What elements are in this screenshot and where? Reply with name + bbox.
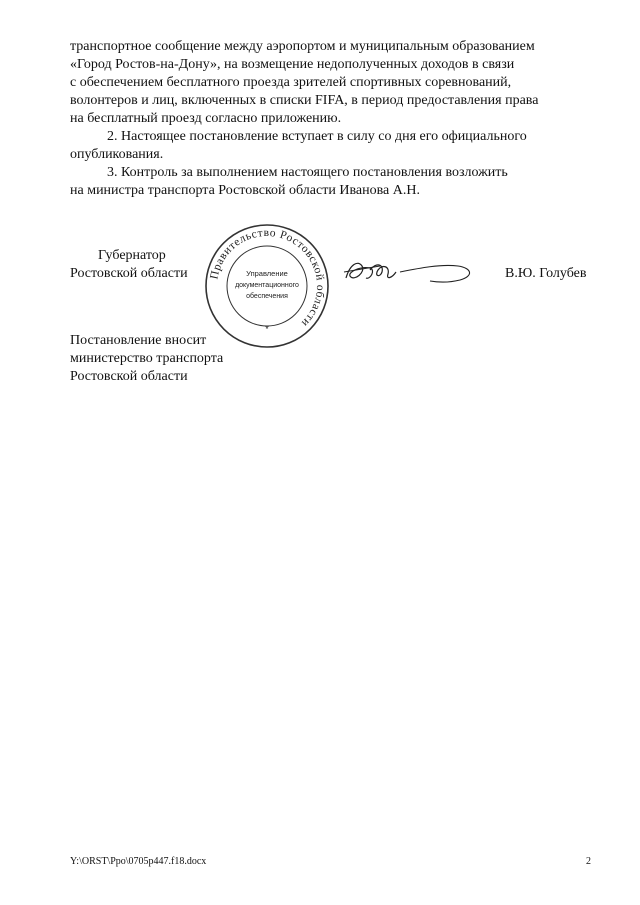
paragraph-1-line-4: волонтеров и лиц, включенных в списки FIFA, в период предоставления права xyxy=(70,93,539,108)
signatory-name: В.Ю. Голубев xyxy=(505,266,587,281)
file-path: Y:\ORST\Ppo\0705p447.f18.docx xyxy=(70,856,207,867)
document-author xyxy=(70,332,223,386)
signatory-title-line-2: Ростовской области xyxy=(70,266,188,281)
author-line-3: Ростовской области xyxy=(70,369,188,384)
handwritten-signature xyxy=(340,252,480,292)
signatory-title xyxy=(70,247,188,283)
paragraph-1-line-1: транспортное сообщение между аэропортом и муниципальным образованием xyxy=(70,39,535,54)
signatory-title-line-1: Губернатор xyxy=(98,248,166,263)
paragraph-2-line-2: опубликования. xyxy=(70,147,164,162)
stamp-star: * xyxy=(265,324,269,334)
author-line-1: Постановление вносит xyxy=(70,333,207,348)
paragraph-3-line-1: 3. Контроль за выполнением настоящего постановления возложить xyxy=(107,165,508,180)
paragraph-1-line-3: с обеспечением бесплатного проезда зрителей спортивных соревнований, xyxy=(70,75,512,90)
paragraph-1-line-5: на бесплатный проезд согласно приложению. xyxy=(70,111,342,126)
official-stamp xyxy=(203,222,331,350)
paragraph-2-line-1: 2. Настоящее постановление вступает в силу со дня его официального xyxy=(107,129,527,144)
stamp-center-line-2: документационного xyxy=(235,282,299,289)
stamp-center-line-1: Управление xyxy=(246,269,288,278)
paragraph-1-line-2: «Город Ростов-на-Дону», на возмещение недополученных доходов в связи xyxy=(70,57,515,72)
paragraph-3-line-2: на министра транспорта Ростовской области Иванова А.Н. xyxy=(70,183,420,198)
author-line-2: министерство транспорта xyxy=(70,351,224,366)
page-number: 2 xyxy=(586,856,591,867)
stamp-center-line-3: обеспечения xyxy=(246,293,288,300)
stamp-ring-text: Правительство Ростовской области xyxy=(208,226,327,330)
document-body xyxy=(70,38,595,200)
